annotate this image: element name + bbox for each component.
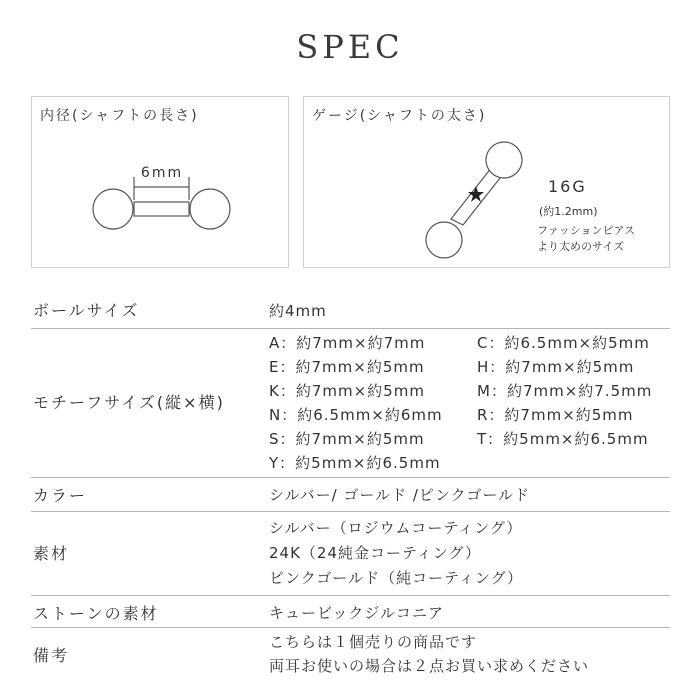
stone-material-value: キュービックジルコニア [269, 604, 445, 622]
motif-item: C：約6.5mm×約5mm [477, 334, 650, 352]
motif-item: K：約7mm×約5mm [269, 382, 425, 400]
gauge-note [537, 223, 635, 255]
ball-bottom [426, 222, 462, 258]
inner-diameter-panel [31, 96, 289, 268]
motif-item: Y：約5mm×約6.5mm [269, 454, 441, 472]
motif-item: S：約7mm×約5mm [269, 430, 425, 448]
shaft [134, 202, 189, 216]
ball-top [486, 142, 522, 178]
ball-left [93, 189, 133, 229]
color-value: シルバー/ ゴールド /ピンクゴールド [269, 486, 531, 504]
ball-size-label: ボールサイズ [33, 301, 140, 320]
inner-diameter-label: 内径(シャフトの長さ) [40, 108, 199, 124]
measure-label: 6mm [140, 165, 184, 181]
gauge-mm: (約1.2mm) [539, 205, 598, 218]
remarks-label: 備考 [33, 646, 70, 665]
stone-material-label: ストーンの素材 [33, 604, 159, 623]
spec-row-ball-size [31, 290, 670, 329]
barbell-diagram [32, 97, 290, 269]
motif-item: A：約7mm×約7mm [269, 334, 426, 352]
gauge-size: 16G [548, 177, 587, 196]
gauge-panel [303, 96, 670, 268]
spec-row-material [31, 511, 670, 596]
gauge-label: ゲージ(シャフトの太さ) [312, 108, 487, 124]
motif-item: M：約7mm×約7.5mm [477, 382, 653, 400]
page-title: SPEC [296, 28, 404, 66]
motif-size-label: モチーフサイズ(縦×横) [33, 393, 225, 412]
motif-item: R：約7mm×約5mm [477, 406, 634, 424]
gauge-note-line2: より太めのサイズ [537, 240, 625, 253]
gauge-note-line1: ファッションピアス [537, 224, 636, 237]
material-line: シルバー（ロジウムコーティング） [269, 519, 523, 537]
motif-item: T：約5mm×約6.5mm [477, 430, 649, 448]
ball-size-value: 約4mm [269, 302, 327, 320]
remarks-line: こちらは１個売りの商品です [269, 633, 478, 651]
material-line: ピンクゴールド（純コーティング） [269, 569, 524, 587]
material-label: 素材 [33, 544, 70, 563]
motif-item: E：約7mm×約5mm [269, 358, 425, 376]
spec-row-remarks [31, 627, 670, 683]
material-line: 24K（24純金コーティング） [269, 544, 481, 562]
color-label: カラー [33, 486, 88, 505]
ball-right [190, 189, 230, 229]
spec-row-stone-material [31, 595, 670, 628]
spec-row-motif-size [31, 328, 670, 478]
motif-item: H：約7mm×約5mm [477, 358, 635, 376]
remarks-line: 両耳お使いの場合は２点お買い求めください [269, 657, 590, 675]
motif-item: N：約6.5mm×約6mm [269, 406, 443, 424]
spec-row-color [31, 477, 670, 512]
